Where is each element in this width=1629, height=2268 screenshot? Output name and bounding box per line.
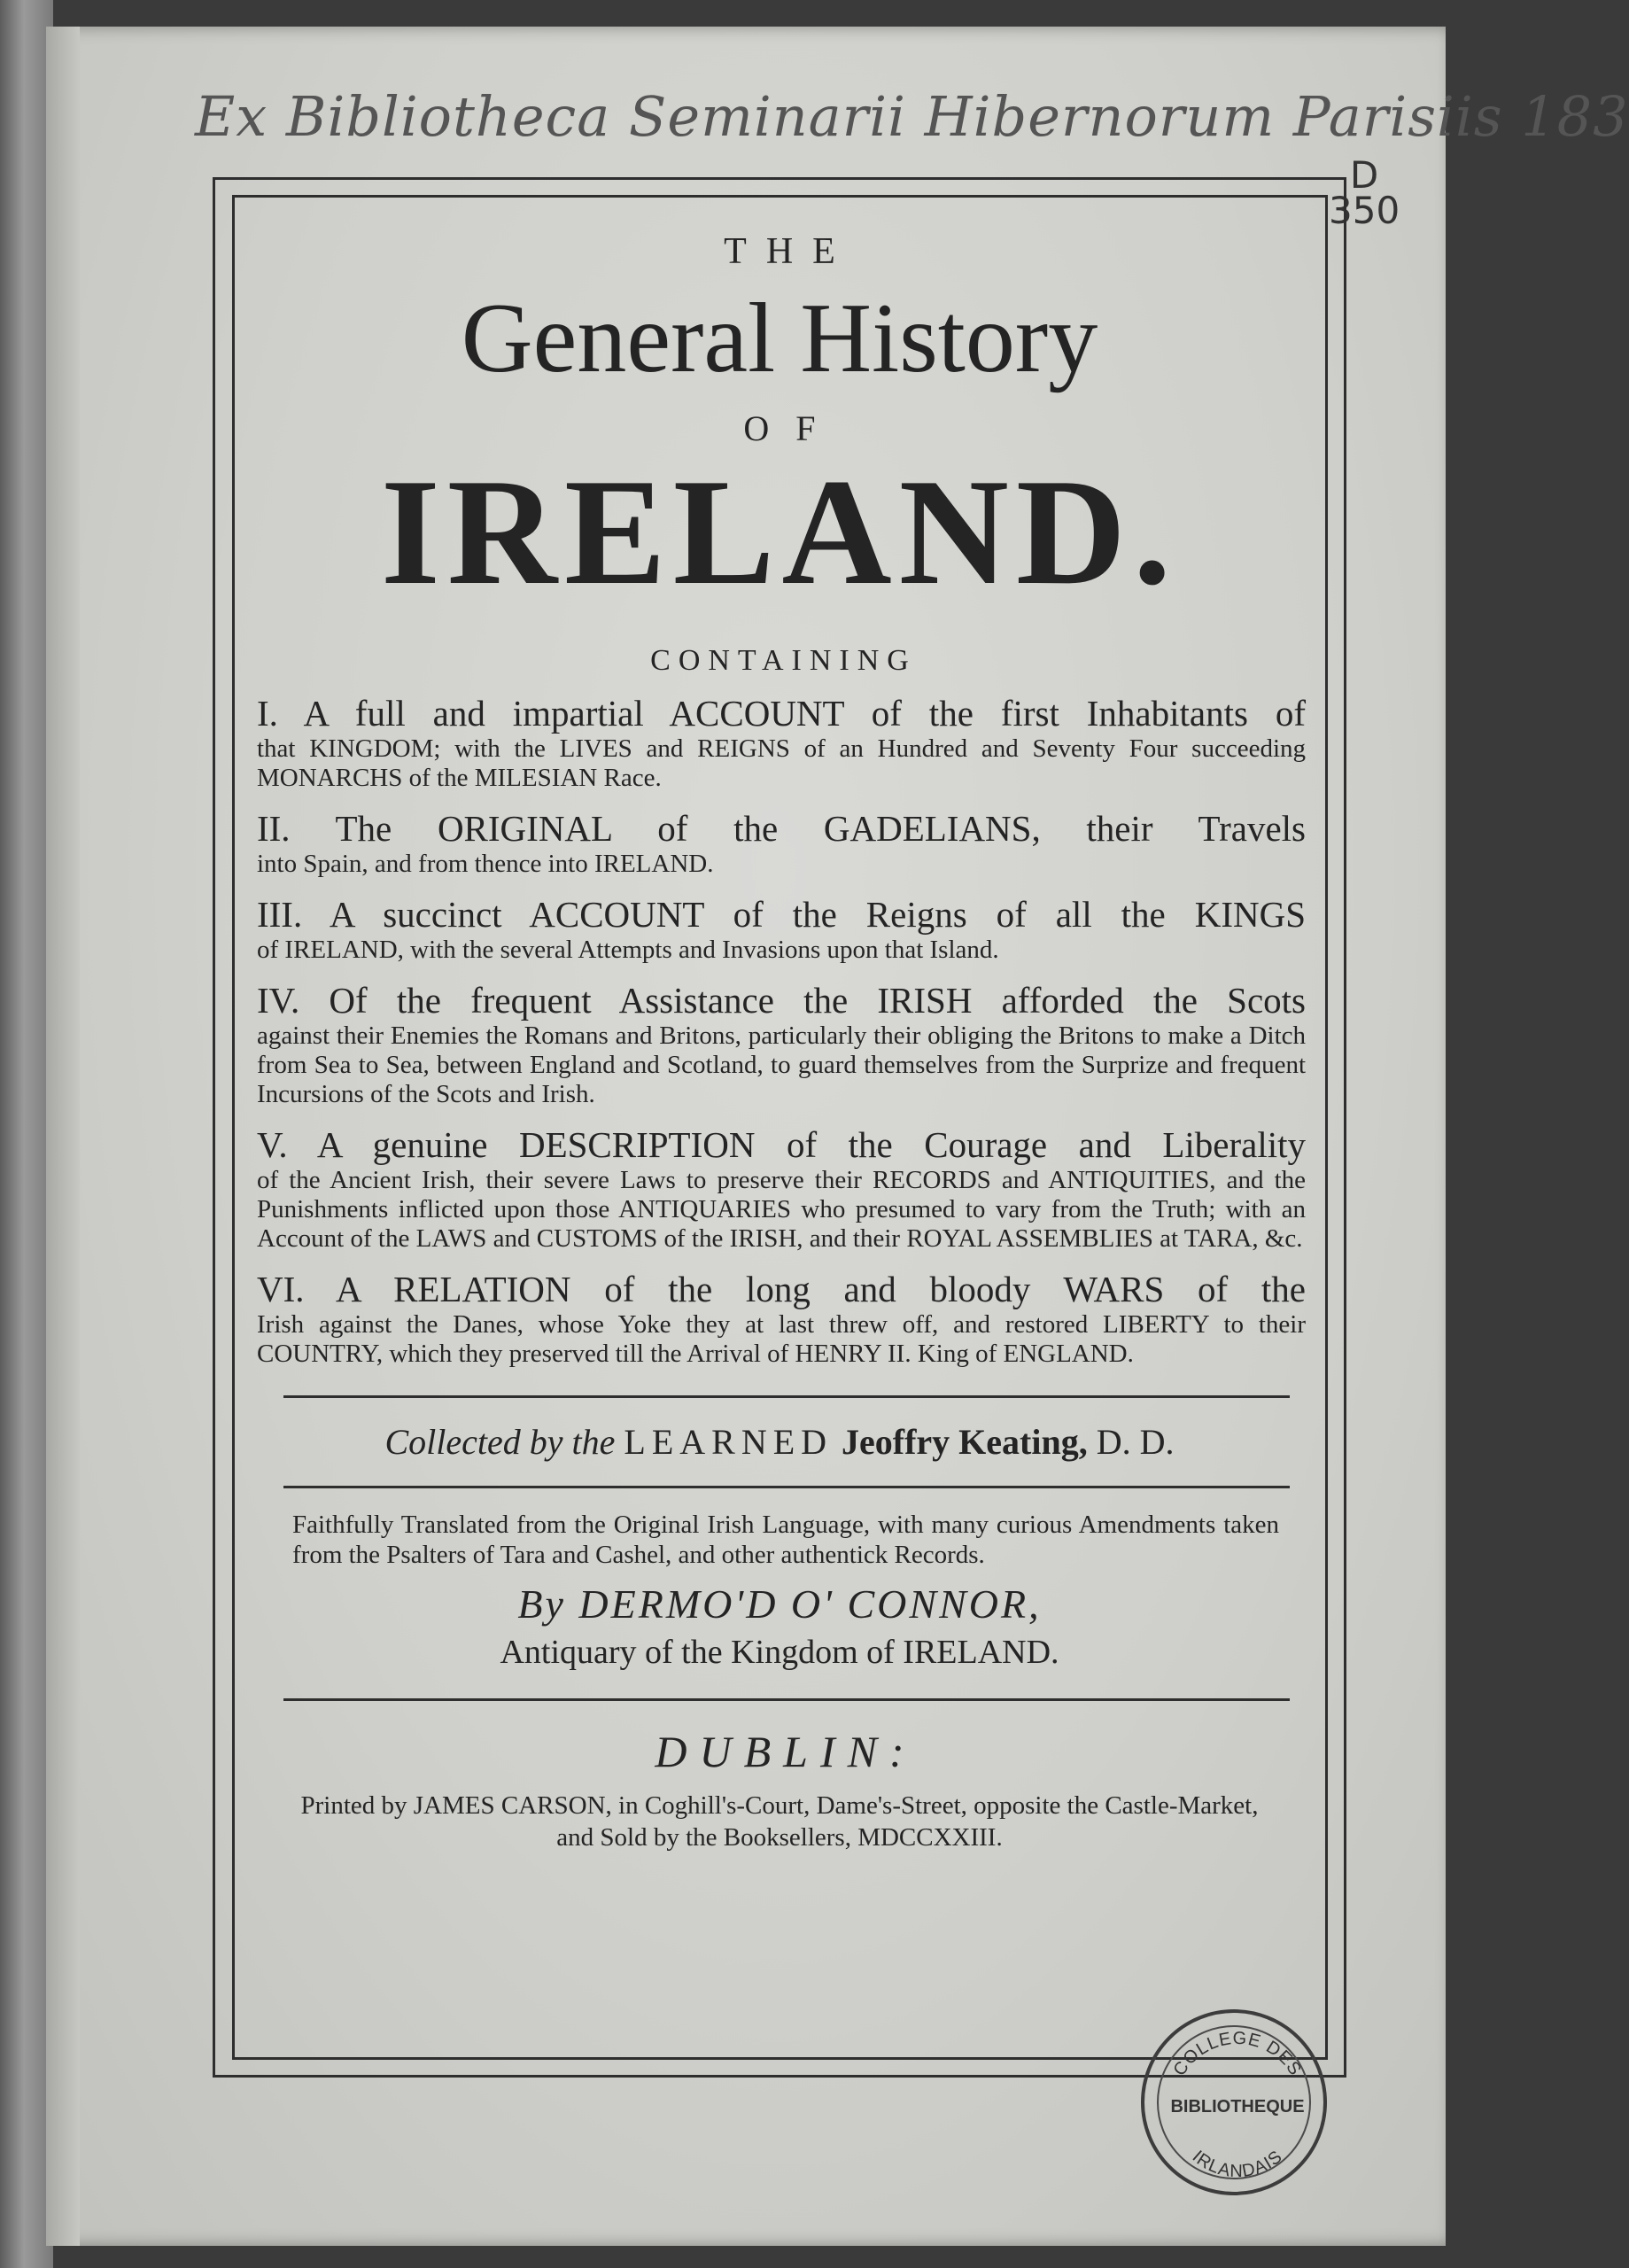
contents-item-text: of the Ancient Irish, their severe Laws to preserve their RECORDS and ANTIQUITIES, and the Punishments inflicted upon those ANTIQUARIES who presumed to vary from the Truth; with an Account of the LAWS and CUSTOMS of the IRISH, and their ROYAL ASSEMBLIES at TARA, &c.	[257, 1166, 1306, 1253]
library-stamp	[1141, 2009, 1327, 2195]
title-of: OF	[743, 408, 842, 448]
contents-item-lead: V. A genuine DESCRIPTION of the Courage and Liberality	[257, 1124, 1306, 1165]
author-name: Jeoffry Keating,	[842, 1422, 1088, 1462]
handwritten-library-note: Ex Bibliotheca Seminarii Hibernorum Parisiis 183	[195, 84, 1629, 149]
contents-item	[257, 692, 1306, 793]
translator-title: Antiquary of the Kingdom of IRELAND.	[500, 1634, 1059, 1671]
contents-item	[257, 807, 1306, 879]
author-degree: D. D.	[1096, 1422, 1175, 1462]
translation-note: Faithfully Translated from the Original Irish Language, with many curious Amendments taken from the Psalters of Tara and Cashel, and other authentick Records.	[292, 1511, 1279, 1569]
contents-item-lead: II. The ORIGINAL of the GADELIANS, their Travels	[257, 808, 1306, 849]
shelfmark-letter: D	[1349, 153, 1379, 197]
contents-item-lead: I. A full and impartial ACCOUNT of the first Inhabitants of	[257, 693, 1306, 734]
shelfmark-number: 350	[1329, 189, 1400, 232]
contents-item	[257, 1268, 1306, 1369]
title-page-content	[248, 204, 1311, 1853]
author-line	[248, 1421, 1311, 1463]
translator-line: By DERMO'D O' CONNOR,	[517, 1581, 1042, 1627]
svg-text:IRLANDAIS	[1189, 2147, 1287, 2181]
library-stamp-lettering	[1144, 2013, 1330, 2199]
svg-text:COLLEGE DES	[1170, 2029, 1306, 2079]
contents-item	[257, 1123, 1306, 1254]
divider-rule	[283, 1395, 1290, 1398]
title-the: THE	[724, 231, 855, 272]
title-place: IRELAND.	[380, 448, 1179, 617]
stamp-middle-text: BIBLIOTHEQUE	[1170, 2097, 1305, 2117]
contents-item-lead: IV. Of the frequent Assistance the IRISH afforded the Scots	[257, 980, 1306, 1021]
divider-rule	[283, 1698, 1290, 1701]
stamp-bottom-text: IRLANDAIS	[1188, 2147, 1287, 2182]
contents-item	[257, 893, 1306, 965]
contents-item-lead: III. A succinct ACCOUNT of the Reigns of all the KINGS	[257, 894, 1306, 935]
imprint-date: and Sold by the Booksellers, MDCCXXIII.	[556, 1823, 1003, 1852]
contents-item-text: against their Enemies the Romans and Britons, particularly their obliging the Britons to make a Ditch from Sea to Sea, between England and Scotland, to guard themselves from the Surprize and frequent Incursions of the Scots and Irish.	[257, 1021, 1306, 1108]
contents-item-lead: VI. A RELATION of the long and bloody WARS of the	[257, 1269, 1306, 1309]
imprint-printer: Printed by JAMES CARSON, in Coghill's-Court, Dame's-Street, opposite the Castle-Market,	[300, 1791, 1259, 1820]
contents-item-text: into Spain, and from thence into IRELAND.	[257, 850, 714, 878]
book-binding	[0, 0, 53, 2268]
contents-item-text: of IRELAND, with the several Attempts and Invasions upon that Island.	[257, 936, 999, 964]
imprint-city: DUBLIN:	[655, 1727, 917, 1776]
divider-rule	[283, 1486, 1290, 1488]
author-prefix: Collected by the	[384, 1422, 616, 1462]
contents-item-text: Irish against the Danes, whose Yoke they at last threw off, and restored LIBERTY to their COUNTRY, which they preserved till the Arrival of HENRY II. King of ENGLAND.	[257, 1310, 1306, 1368]
stamp-top-text: COLLEGE DES	[1169, 2028, 1306, 2080]
containing-heading: CONTAINING	[650, 644, 917, 677]
contents-item	[257, 979, 1306, 1109]
author-learned: LEARNED	[624, 1422, 834, 1462]
title-main: General History	[461, 284, 1098, 393]
contents-item-text: that KINGDOM; with the LIVES and REIGNS of an Hundred and Seventy Four succeeding MONARCHS of the MILESIAN Race.	[257, 734, 1306, 792]
contents-list	[248, 692, 1311, 1369]
